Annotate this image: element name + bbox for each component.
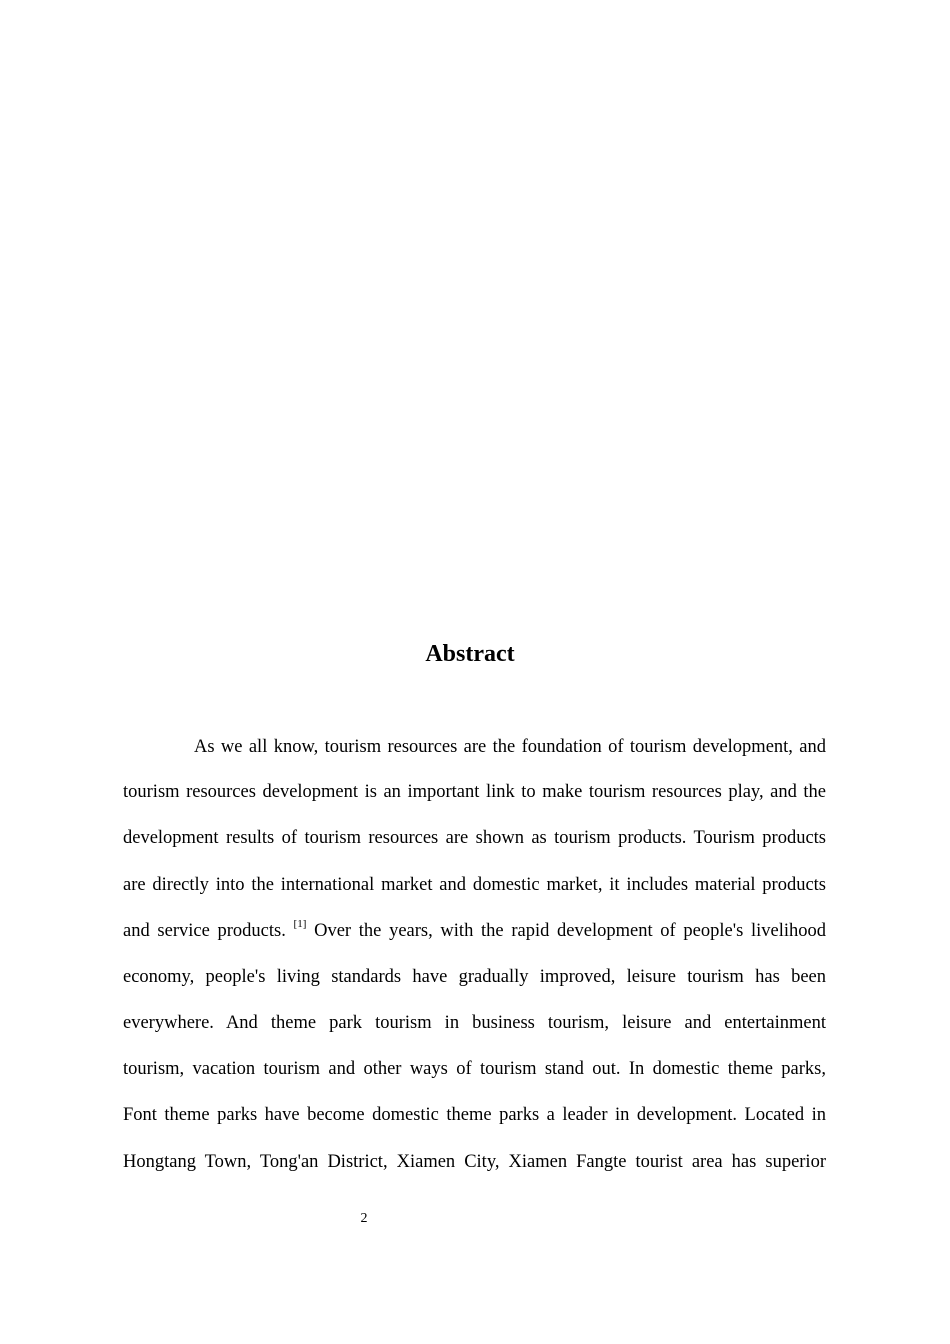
abstract-line: everywhere. And theme park tourism in business tourism, leisure and entertainment xyxy=(123,1013,826,1033)
abstract-line: economy, people's living standards have gradually improved, leisure tourism has been xyxy=(123,967,826,987)
abstract-line: Hongtang Town, Tong'an District, Xiamen City, Xiamen Fangte tourist area has superior xyxy=(123,1152,826,1172)
citation-line-before: and service products. xyxy=(123,921,294,941)
abstract-line: Font theme parks have become domestic theme parks a leader in development. Located in xyxy=(123,1105,826,1125)
abstract-heading: Abstract xyxy=(425,641,515,667)
abstract-line: are directly into the international market and domestic market, it includes material products xyxy=(123,875,826,895)
citation-line-after: Over the years, with the rapid development of people's livelihood xyxy=(306,921,826,941)
abstract-line: tourism, vacation tourism and other ways of tourism stand out. In domestic theme parks, xyxy=(123,1059,826,1079)
abstract-line: As we all know, tourism resources are the foundation of tourism development, and xyxy=(194,737,826,757)
citation-reference: [1] xyxy=(293,918,307,930)
abstract-line: development results of tourism resources are shown as tourism products. Tourism products xyxy=(123,828,826,848)
abstract-line: tourism resources development is an important link to make tourism resources play, and the xyxy=(123,782,826,802)
page-number: 2 xyxy=(360,1211,368,1226)
abstract-line-with-citation xyxy=(123,919,826,943)
